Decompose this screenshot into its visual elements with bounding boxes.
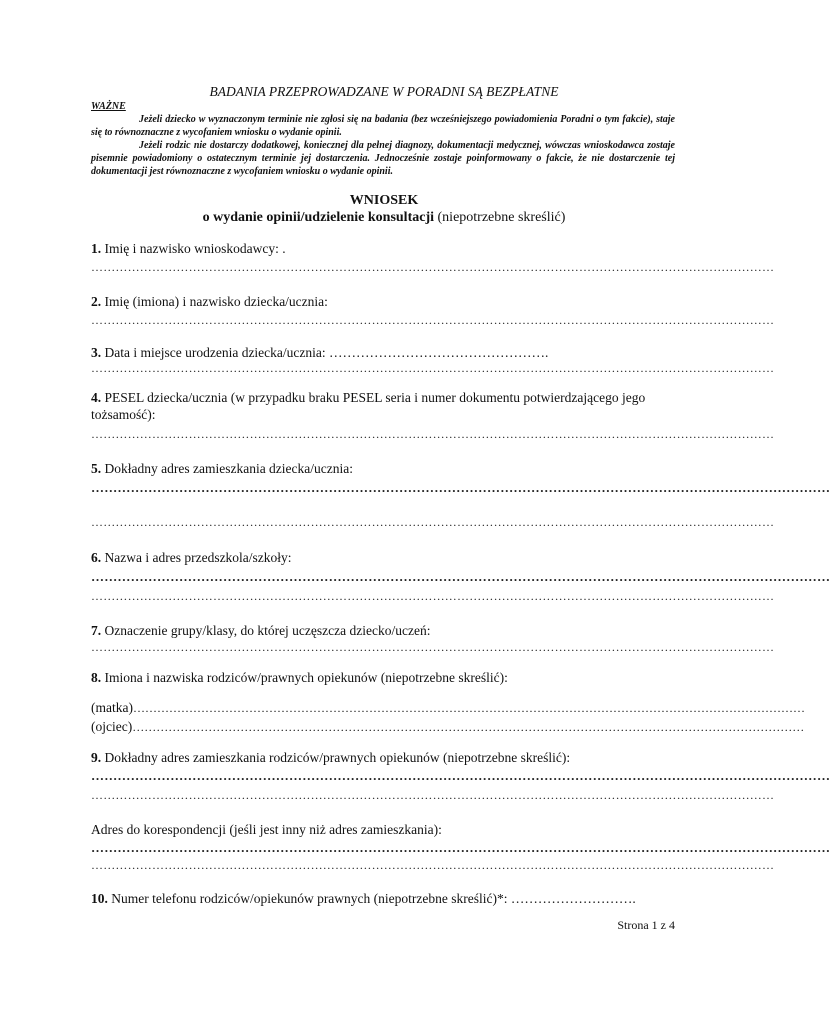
father-label: (ojciec) (91, 719, 133, 734)
form-title-sub-bold: o wydanie opinii/udzielenie konsultacji (202, 210, 435, 225)
item-8-parents-names (91, 669, 681, 686)
pesel-field[interactable]: …………………………………………………………………………………………………………………………………………………… (91, 427, 775, 441)
item-9-parents-address (91, 749, 681, 766)
child-name-field[interactable]: …………………………………………………………………………………………………………………………………………………… (91, 313, 775, 327)
item-3-birth-date-place (91, 344, 681, 361)
father-name-field[interactable]: …………………………………………………………………………………………………………………………………………………… (132, 720, 805, 734)
item-label: Imię i nazwisko wnioskodawcy: . (101, 241, 286, 256)
applicant-name-field[interactable]: …………………………………………………………………………………………………………………………………………………… (91, 260, 775, 274)
item-label: Nazwa i adres przedszkola/szkoły: (101, 550, 292, 565)
item-4-pesel (91, 389, 681, 423)
item-number: 8. (91, 670, 102, 685)
parents-address-field-2[interactable]: …………………………………………………………………………………………………………………………………………………… (91, 788, 775, 802)
child-address-field-2[interactable]: …………………………………………………………………………………………………………………………………………………… (91, 515, 775, 529)
mother-name-row[interactable] (91, 699, 805, 717)
item-label: PESEL dziecka/ucznia (w przypadku braku PESEL seria i numer dokumentu potwierdzającego jego tożsamość): (91, 390, 646, 422)
item-5-child-address (91, 460, 681, 477)
form-title-main: WNIOSEK (349, 193, 419, 208)
item-number: 10. (91, 891, 108, 906)
item-1-applicant-name (91, 240, 681, 257)
item-number: 5. (91, 461, 102, 476)
birth-date-place-field[interactable]: …………………………………………………………………………………………………………………………………………………… (91, 361, 775, 375)
item-7-group-class (91, 622, 681, 639)
important-label: WAŻNE (91, 101, 126, 112)
item-number: 1. (91, 241, 102, 256)
item-label: Dokładny adres zamieszkania dziecka/ucznia: (101, 461, 354, 476)
item-label: Imię (imiona) i nazwisko dziecka/ucznia: (101, 294, 328, 309)
free-examination-notice: BADANIA PRZEPROWADZANE W PORADNI SĄ BEZPŁATNE (209, 84, 559, 99)
item-2-child-name (91, 293, 681, 310)
item-6-school (91, 549, 681, 566)
item-10-phone (91, 890, 681, 907)
item-number: 3. (91, 345, 102, 360)
mother-label: (matka) (91, 700, 133, 715)
form-title-sub-note: (niepotrzebne skreślić) (434, 210, 566, 225)
important-paragraph-1: Jeżeli dziecko w wyznaczonym terminie nie zgłosi się na badania (bez wcześniejszego powiadomienia Poradni o tym fakcie), staje się to równoznaczne z wycofaniem wniosku o wydanie opinii. (91, 114, 675, 138)
mother-name-field[interactable]: …………………………………………………………………………………………………………………………………………………… (132, 701, 805, 715)
correspondence-field-1[interactable]: …………………………………………………………………………………………………………………………………………………… (91, 840, 830, 855)
item-label: Imiona i nazwiska rodziców/prawnych opiekunów (niepotrzebne skreślić): (101, 670, 508, 685)
item-label: Data i miejsce urodzenia dziecka/ucznia: …………………………………………. (101, 345, 549, 360)
item-number: 9. (91, 750, 102, 765)
correspondence-address-label: Adres do korespondencji (jeśli jest inny niż adres zamieszkania): (91, 822, 442, 837)
child-address-field-1[interactable]: …………………………………………………………………………………………………………………………………………………… (91, 480, 830, 495)
item-number: 4. (91, 390, 102, 405)
correspondence-field-2[interactable]: …………………………………………………………………………………………………………………………………………………… (91, 858, 775, 872)
school-field-2[interactable]: …………………………………………………………………………………………………………………………………………………… (91, 589, 775, 603)
parents-address-field-1[interactable]: …………………………………………………………………………………………………………………………………………………… (91, 768, 830, 783)
important-paragraph-2: Jeżeli rodzic nie dostarczy dodatkowej, koniecznej dla pełnej diagnozy, dokumentacji medycznej, wówczas wnioskodawca zostaje pisemnie powiadomiony o ostatecznym terminie jej dostarczenia. Jednocześnie zostaje poinformowany o fakcie, że nie dostarczenie tej dokumentacji jest równoznaczne z wycofaniem wniosku o wydanie opinii. (91, 140, 675, 177)
school-field-1[interactable]: …………………………………………………………………………………………………………………………………………………… (91, 569, 830, 584)
form-title-sub (0, 209, 768, 226)
item-number: 2. (91, 294, 102, 309)
father-name-row[interactable] (91, 718, 805, 736)
item-label: Dokładny adres zamieszkania rodziców/prawnych opiekunów (niepotrzebne skreślić): (101, 750, 571, 765)
form-title (0, 192, 768, 226)
item-label: Numer telefonu rodziców/opiekunów prawnych (niepotrzebne skreślić)*: ………………………. (107, 891, 636, 906)
group-class-field[interactable]: …………………………………………………………………………………………………………………………………………………… (91, 640, 775, 654)
page-number: Strona 1 z 4 (617, 918, 675, 932)
item-number: 6. (91, 550, 102, 565)
item-number: 7. (91, 623, 102, 638)
item-label: Oznaczenie grupy/klasy, do której uczęszcza dziecko/uczeń: (101, 623, 431, 638)
important-notice (91, 100, 675, 178)
